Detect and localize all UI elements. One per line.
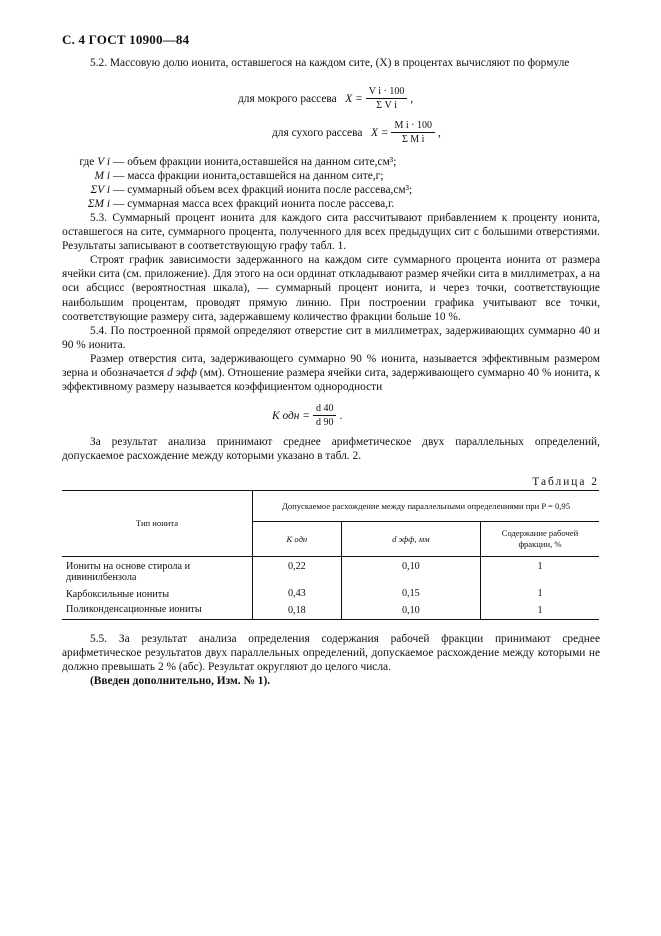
paragraph-5-3: 5.3. Суммарный процент ионита для каждого сита рассчитывают прибавлением к проценту ионита, оставшегося на сите, суммарного процента, полученного для всех предыдущих сит с большими отверстиями. Результаты записывают в соответствующую графу табл. 1. [62, 212, 600, 253]
definition-text: — суммарный объем всех фракций ионита после рассева,см³; [113, 184, 413, 196]
column-header-fraction: Содержание рабочей фракции, % [481, 522, 600, 557]
cell-fraction: 1 [481, 602, 600, 620]
section-5-5 [62, 632, 600, 688]
definition-symbol: M i [94, 170, 110, 182]
definitions-list [62, 155, 412, 211]
formula-dry [272, 120, 441, 145]
definition-text: — масса фракции ионита,оставшейся на данном сите,г; [113, 170, 384, 182]
formula-k [272, 403, 342, 428]
paragraph-5-4: 5.4. По построенной прямой определяют отверстие сит в миллиметрах, задерживающих суммарно 40 и 90 % ионита. [62, 324, 600, 351]
cell-d: 0,10 [341, 602, 480, 620]
definition-item [62, 169, 412, 183]
definition-item [62, 155, 412, 169]
definition-prefix: где [79, 156, 95, 168]
paragraph-effective-size [62, 352, 600, 394]
paragraph-text: (мм). Отношение размера ячейки сита, задерживающего суммарно 40 % ионита, к эффективному размеру называется коэффициентом однородности [62, 367, 600, 394]
definition-symbol: ΣM i [87, 198, 110, 210]
cell-k: 0,43 [253, 585, 342, 602]
fraction-numerator: M i · 100 [391, 120, 435, 133]
fraction-denominator: d 90 [315, 417, 334, 428]
definition-symbol: ΣV i [90, 184, 110, 196]
symbol-d-eff: d эфф [167, 367, 197, 380]
table-row [62, 602, 599, 620]
cell-fraction: 1 [481, 557, 600, 586]
column-header-type: Тип ионита [62, 491, 253, 557]
column-header-group: Допускаемое расхождение между параллельными определениями при P = 0,95 [253, 491, 600, 522]
fraction-numerator: V i · 100 [366, 86, 408, 99]
cell-ionite-type: Иониты на основе стирола и дивинилбензола [66, 561, 191, 583]
formula-label: для сухого рассева [272, 126, 363, 139]
definition-item [62, 197, 412, 211]
formula-tail: . [339, 409, 343, 422]
cell-k: 0,18 [253, 602, 342, 620]
column-header-k-text: K одн [286, 533, 308, 544]
paragraph-graph: Строят график зависимости задержанного на каждом сите суммарного процента ионита от размера ячейки сита (см. приложение). Для этого на оси ординат откладывают размер ячейки сита в миллиметрах, а на оси абсцисс (вероятностная шкала), — суммарный процент ионита, и через точки, соответствующие наибольшим процентам, проводят прямую линию. При построении графика учитывают все точки, соответствующие размеру сита, задержавшему количество фракции больше 10 %. [62, 254, 600, 323]
column-header-d [341, 522, 480, 557]
fraction-numerator: d 40 [313, 403, 337, 416]
cell-k: 0,22 [253, 557, 342, 586]
table-row [62, 585, 599, 602]
paragraph-result [62, 435, 600, 463]
formula-lhs: K одн = [272, 409, 310, 422]
body-section [62, 211, 600, 394]
table-row [62, 557, 599, 586]
table-caption: Таблица 2 [532, 476, 599, 488]
cell-fraction: 1 [481, 585, 600, 602]
fraction-denominator: Σ M i [401, 134, 425, 145]
paragraph-text: 5.2. Массовую долю ионита, оставшегося на каждом сите, (X) в процентах вычисляют по формуле [90, 57, 570, 69]
cell-d: 0,10 [341, 557, 480, 586]
table-header-row [62, 491, 599, 522]
fraction [313, 403, 337, 428]
paragraph-text: Размер отверстия сита, задерживающего суммарно 90 % ионита, называется эффективным размером зерна и обозначается [62, 352, 600, 380]
fraction [391, 120, 435, 145]
formula-wet [238, 86, 413, 111]
paragraph-5-5: 5.5. За результат анализа определения содержания рабочей фракции принимают среднее арифметическое результатов двух параллельных определений, допускаемое расхождение между которыми не должно превышать 2 % (абс). Результат округляют до целого числа. [62, 633, 600, 674]
paragraph-5-2 [62, 56, 600, 70]
cell-d: 0,15 [341, 585, 480, 602]
fraction-denominator: Σ V i [376, 100, 397, 111]
formula-tail: , [410, 92, 414, 105]
paragraph-text: За результат анализа принимают среднее арифметическое двух параллельных определений, допускаемое расхождение между которыми указано в табл. 2. [62, 436, 600, 463]
cell-ionite-type: Поликонденсационные иониты [66, 604, 202, 615]
formula-tail: , [437, 126, 441, 139]
column-header-d-text: d эфф, мм [392, 533, 430, 544]
table-2 [62, 490, 599, 620]
formula-label: для мокрого рассева [238, 92, 337, 105]
cell-ionite-type: Карбоксильные иониты [66, 589, 170, 600]
definition-text: — объем фракции ионита,оставшейся на данном сите,см³; [113, 156, 397, 168]
definition-symbol: V i [97, 156, 110, 168]
fraction [366, 86, 408, 111]
column-header-k [253, 522, 342, 557]
formula-lhs: X = [370, 126, 389, 139]
definition-text: — суммарная масса всех фракций ионита после рассева,г. [113, 198, 395, 210]
page-header: С. 4 ГОСТ 10900—84 [62, 32, 190, 47]
definition-item [62, 183, 412, 197]
formula-lhs: X = [345, 92, 363, 105]
amendment-note: (Введен дополнительно, Изм. № 1). [90, 675, 271, 688]
